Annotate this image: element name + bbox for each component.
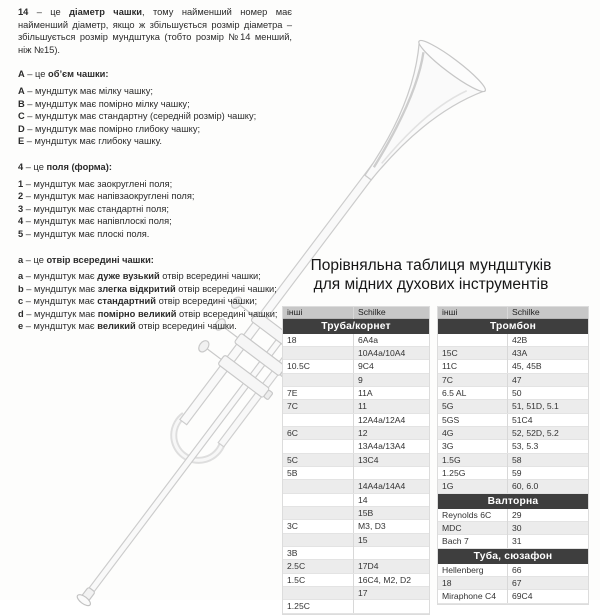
plain-text: – мундштук має глибоку чашку.	[24, 136, 162, 147]
table-cell: 51, 51D, 5.1	[512, 401, 559, 412]
table-cell	[283, 440, 354, 453]
table-cell: 14	[358, 494, 368, 505]
title-line-1: Порівняльна таблиця мундштуків	[310, 257, 552, 274]
table-cell	[283, 507, 354, 520]
table-cell: 51C4	[512, 414, 533, 425]
table-row	[438, 590, 588, 603]
emphasis-text: 4	[18, 161, 24, 172]
table-cell: 50	[512, 387, 522, 398]
table-row	[438, 427, 588, 440]
emphasis-text: діаметр чашки	[69, 7, 142, 17]
list-item	[18, 203, 292, 216]
table-row	[438, 522, 588, 535]
plain-text: – це	[28, 7, 70, 17]
table-row	[283, 587, 429, 600]
list-item	[18, 270, 292, 283]
emphasis-text: отвір всередині чашки:	[46, 254, 154, 265]
table-row	[283, 534, 429, 547]
list-item	[18, 110, 292, 123]
table-cell: Hellenberg	[438, 564, 508, 577]
table-row	[438, 374, 588, 387]
emphasis-text: c	[18, 296, 24, 307]
table-cell: 69C4	[512, 591, 533, 602]
table-header-row	[438, 307, 588, 319]
list-item	[18, 308, 292, 321]
table-row	[438, 454, 588, 467]
table-row	[438, 535, 588, 548]
plain-text: – це	[23, 254, 47, 265]
list-item	[18, 283, 292, 296]
cup-volume-list	[18, 85, 292, 148]
plain-text: – мундштук має заокруглені поля;	[23, 178, 173, 189]
list-item	[18, 228, 292, 241]
table-cell: 3G	[438, 440, 508, 453]
table-cell: 29	[512, 509, 522, 520]
table-cell: 12	[358, 427, 368, 438]
table-cell: 60, 6.0	[512, 481, 539, 492]
table-cell: 59	[512, 467, 522, 478]
emphasis-text: поля (форма):	[46, 161, 112, 172]
table-cell: 9	[358, 374, 363, 385]
table-row	[438, 400, 588, 413]
table-cell: 15B	[358, 507, 374, 518]
list-item	[18, 320, 292, 333]
table-row	[438, 480, 588, 493]
table-cell: 7C	[283, 400, 354, 413]
plain-text: – мундштук має помірно мілку чашку;	[24, 98, 190, 109]
table-header-row	[283, 307, 429, 319]
table-row	[283, 427, 429, 440]
plain-text: – мундштук має	[23, 283, 98, 294]
table-row	[438, 414, 588, 427]
table-cell: 18	[438, 577, 508, 590]
table-cell: 43A	[512, 347, 528, 358]
table-row	[283, 334, 429, 347]
table-row	[283, 574, 429, 587]
emphasis-text: помірно великий	[97, 308, 177, 319]
table-cell	[354, 467, 429, 480]
emphasis-text: дуже вузький	[97, 271, 160, 282]
table-cell: 53, 5.3	[512, 441, 539, 452]
table-row	[438, 347, 588, 360]
emphasis-text: 5	[18, 228, 24, 239]
plain-text: – мундштук має	[23, 271, 98, 282]
plain-text: отвір всередині чашки.	[135, 321, 237, 332]
table-cell: 9C4	[358, 361, 374, 372]
table-cell: 4G	[438, 427, 508, 440]
comparison-table-title	[297, 256, 565, 294]
table-row	[283, 547, 429, 560]
table-cell: 5C	[283, 454, 354, 467]
plain-text: – мундштук має плоскі поля.	[23, 228, 150, 239]
plain-text: отвір всередині чашки;	[176, 308, 278, 319]
table-cell	[283, 587, 354, 600]
table-cell	[283, 480, 354, 493]
emphasis-text: стандартний	[97, 296, 156, 307]
table-cell: 5GS	[438, 414, 508, 427]
table-row	[438, 509, 588, 522]
table-cell: 30	[512, 522, 522, 533]
table-cell: M3, D3	[358, 521, 386, 532]
table-row	[283, 494, 429, 507]
plain-text: – мундштук має напівзаокруглені поля;	[23, 191, 195, 202]
table-row	[283, 374, 429, 387]
emphasis-text: A	[18, 85, 25, 96]
table-cell: 1.5C	[283, 574, 354, 587]
emphasis-text: b	[18, 283, 24, 294]
emphasis-text: 2	[18, 191, 24, 202]
table-cell: 67	[512, 578, 522, 588]
table-cell	[438, 334, 508, 347]
table-cell	[354, 547, 429, 560]
table-cell: 3B	[283, 547, 354, 560]
plain-text: – мундштук має	[23, 308, 98, 319]
table-cell: 7C	[438, 374, 508, 387]
table-cell: 11A	[358, 387, 373, 398]
plain-text: – мундштук має	[23, 296, 98, 307]
table-cell: 1G	[438, 480, 508, 493]
emphasis-text: 14	[18, 7, 29, 17]
table-cell: 5G	[438, 400, 508, 413]
table-row	[283, 440, 429, 453]
table-cell: 42B	[512, 334, 528, 345]
table-cell: Reynolds 6C	[438, 509, 508, 522]
plain-text: , тому найменший номер має найменший діаметр, якщо ж збільшується розмір діаметра – збільшується розмір мундштука (тобто розмір №14 менший, ніж №15).	[18, 7, 293, 55]
emphasis-text: D	[18, 123, 25, 134]
table-row	[438, 387, 588, 400]
table-cell: 7E	[283, 387, 354, 400]
rim-shape-list	[18, 178, 292, 241]
table-row	[438, 577, 588, 590]
table-cell: 45, 45B	[512, 361, 542, 372]
table-row	[283, 560, 429, 573]
table-row	[283, 454, 429, 467]
table-row	[438, 334, 588, 347]
plain-text: отвір всередині чашки;	[175, 283, 277, 294]
table-cell: Schilke	[512, 307, 540, 317]
table-section-header: Тромбон	[438, 319, 588, 334]
table-cell: 31	[512, 536, 522, 547]
table-cell: 47	[512, 374, 522, 385]
plain-text: – мундштук має напівплоскі поля;	[23, 216, 172, 227]
plain-text: – мундштук має мілку чашку;	[24, 85, 153, 96]
table-cell	[283, 534, 354, 547]
table-cell: 12A4a/12A4	[358, 414, 406, 425]
table-cell	[283, 494, 354, 507]
table-cell	[283, 374, 354, 387]
table-cell: Schilke	[358, 307, 386, 317]
plain-text: – мундштук має стандартні поля;	[23, 203, 169, 214]
plain-text: отвір всередині чашки;	[159, 271, 261, 282]
table-cell: 14A4a/14A4	[358, 481, 406, 492]
list-item	[18, 98, 292, 111]
table-row	[283, 360, 429, 373]
table-cell: 66	[512, 564, 522, 575]
emphasis-text: А	[18, 69, 25, 80]
table-cell: інші	[283, 307, 354, 319]
table-cell: 17D4	[358, 561, 379, 572]
table-cell: інші	[438, 307, 508, 319]
table-cell: 17	[358, 588, 368, 599]
table-cell: 52, 52D, 5.2	[512, 427, 559, 438]
emphasis-text: E	[18, 136, 25, 147]
emphasis-text: а	[18, 254, 24, 265]
intro-paragraph	[18, 6, 292, 56]
table-row	[438, 564, 588, 577]
list-item	[18, 85, 292, 98]
table-section-header: Труба/корнет	[283, 319, 429, 334]
table-cell: 11	[358, 401, 367, 412]
table-cell: 1.25C	[283, 600, 354, 613]
table-cell: 13C4	[358, 454, 379, 465]
table-cell: 6A4a	[358, 334, 379, 345]
table-row	[283, 400, 429, 413]
table-cell: 18	[283, 334, 354, 347]
table-row	[283, 347, 429, 360]
plain-text: отвір всередині чашки;	[155, 296, 258, 307]
table-cell: 16C4, M2, D2	[358, 574, 412, 585]
table-cell: 6C	[283, 427, 354, 440]
table-section-header: Туба, сюзафон	[438, 549, 588, 564]
table-cell: 1.25G	[438, 467, 508, 480]
comparison-table-trumpet-cornet	[282, 306, 430, 615]
emphasis-text: e	[18, 321, 24, 332]
table-cell: 2.5C	[283, 560, 354, 573]
plain-text: – це	[24, 69, 49, 80]
section-heading-throat	[18, 254, 292, 267]
table-cell: 11C	[438, 360, 508, 373]
section-heading-rim-shape	[18, 161, 292, 174]
plain-text: – мундштук має помірно глибоку чашку;	[24, 123, 201, 134]
table-cell	[283, 414, 354, 427]
plain-text: – це	[23, 161, 47, 172]
emphasis-text: 4	[18, 216, 24, 227]
table-row	[283, 520, 429, 533]
emphasis-text: 1	[18, 178, 24, 189]
table-cell: 1.5G	[438, 454, 508, 467]
list-item	[18, 215, 292, 228]
table-cell: 5B	[283, 467, 354, 480]
list-item	[18, 190, 292, 203]
emphasis-text: C	[18, 111, 25, 122]
emphasis-text: об’єм чашки:	[48, 69, 109, 80]
table-row	[283, 480, 429, 493]
title-line-2: для мідних духових інструментів	[313, 276, 549, 293]
list-item	[18, 135, 292, 148]
list-item	[18, 123, 292, 136]
table-cell	[283, 347, 354, 360]
table-row	[283, 467, 429, 480]
table-row	[283, 414, 429, 427]
list-item	[18, 295, 292, 308]
table-cell: 15C	[438, 347, 508, 360]
emphasis-text: великий	[97, 321, 136, 332]
table-cell: 58	[512, 454, 522, 465]
plain-text: – мундштук має стандартну (середній розмір) чашку;	[24, 111, 257, 122]
emphasis-text: B	[18, 98, 25, 109]
emphasis-text: злегка відкритий	[97, 283, 176, 294]
table-row	[283, 507, 429, 520]
table-cell	[354, 600, 429, 613]
mouthpiece-legend-text	[18, 6, 292, 346]
list-item	[18, 178, 292, 191]
table-row	[438, 360, 588, 373]
table-row	[283, 600, 429, 613]
comparison-table-trombone-horn-tuba	[437, 306, 589, 605]
plain-text: – мундштук має	[23, 321, 98, 332]
table-cell: 3C	[283, 520, 354, 533]
emphasis-text: 3	[18, 203, 24, 214]
table-cell: Bach 7	[438, 535, 508, 548]
table-row	[283, 387, 429, 400]
table-cell: 13A4a/13A4	[358, 441, 406, 452]
table-section-header: Валторна	[438, 494, 588, 509]
table-cell: 6.5 AL	[438, 387, 508, 400]
table-cell: 10A4a/10A4	[358, 347, 406, 358]
table-cell: MDC	[438, 522, 508, 535]
table-row	[438, 467, 588, 480]
emphasis-text: d	[18, 308, 24, 319]
emphasis-text: a	[18, 271, 24, 282]
throat-list	[18, 270, 292, 333]
table-row	[438, 440, 588, 453]
table-cell: Miraphone C4	[438, 590, 508, 603]
table-cell: 15	[358, 534, 368, 545]
section-heading-cup-volume	[18, 68, 292, 81]
table-cell: 10.5C	[283, 360, 354, 373]
